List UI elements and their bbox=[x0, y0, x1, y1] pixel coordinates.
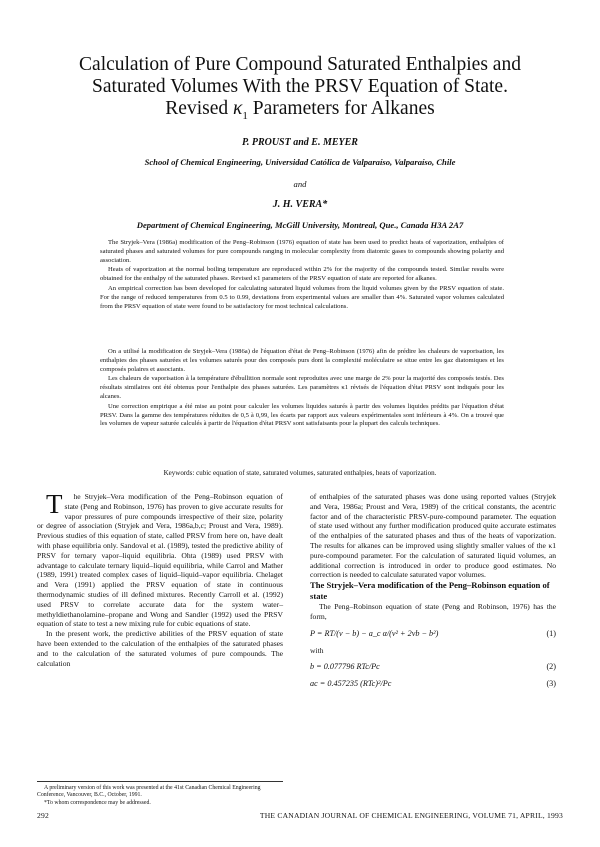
abstract-en-p1: The Stryjek–Vera (1986a) modification of the Peng–Robinson (1976) equation of state has been used to predict heats of vaporization, enthalpies of saturated phases and saturated volumes for pure compounds ranging in molecular complexity from diatomic gases to compounds showing polarity and association. bbox=[100, 239, 504, 264]
footnote-2: *To whom correspondence may be addressed. bbox=[44, 799, 151, 806]
authors-1: P. PROUST and E. MEYER bbox=[242, 137, 358, 148]
keywords: Keywords: cubic equation of state, saturated volumes, saturated enthalpies, heats of vaporization. bbox=[163, 469, 437, 477]
equation-2-number: (2) bbox=[546, 662, 556, 672]
affiliation-1: School of Chemical Engineering, Universidad Católica de Valparaíso, Valparaíso, Chile bbox=[144, 157, 456, 167]
left-column bbox=[37, 489, 283, 668]
affiliation-2: Department of Chemical Engineering, McGill University, Montreal, Que., Canada H3A 2A7 bbox=[136, 220, 464, 230]
right-paragraph-1: of enthalpies of the saturated phases was done using reported values (Stryjek and Vera, 1986a; Proust and Vera, 1989) of the critical constants, the acentric factor and of the characteristic PRSV-pure-compound parameter. The equation of state used without any further modification produced quite accurate estimates of the enthalpies of the saturated phases and thus of the heats of vaporization. The results for alkanes can be improved using slightly smaller values of the κ1 pure-compound parameter. For the calculation of saturated liquid volumes, an additional correction is introduced in order to produce good estimates. No correction is needed to calculate saturated vapor volumes. bbox=[310, 492, 556, 580]
equation-1-number: (1) bbox=[546, 628, 556, 638]
section-paragraph-1: The Peng–Robinson equation of state (Peng and Robinson, 1976) has the form, bbox=[310, 602, 556, 621]
title-line-3b: Parameters for Alkanes bbox=[252, 98, 435, 119]
equation-3-body: ac = 0.457235 (RTc)²/Pc bbox=[310, 679, 392, 689]
footnote-1: A preliminary version of this work was presented at the 41st Canadian Chemical Engineering Conference, Vancouver, B.C., October, 1991. bbox=[37, 785, 261, 799]
abstract-fr-p3: Une correction empirique a été mise au point pour calculer les volumes liquides saturés à partir des volumes liquides prédits par l'équation d'état PRSV. Dans la gamme des températures réduites de 0,5 à 0,99, les écarts par rapport aux valeurs expérimentales sont inférieurs à 4%. On a trouvé que les volumes de vapeur saturée calculés à partir de l'équation d'état PRSV sont satisfaisants pour la plupart des calculs techniques. bbox=[100, 402, 504, 428]
title-kappa: κ bbox=[233, 98, 243, 119]
abstract-french bbox=[100, 348, 504, 430]
equation-2-body: b = 0.077796 RTc/Pc bbox=[310, 662, 380, 672]
and-separator: and bbox=[293, 179, 307, 189]
abstract-fr-p1: On a utilisé la modification de Stryjek–Vera (1986a) de l'équation d'état de Peng–Robinson (1976) afin de prédire les chaleurs de vaporisation, les enthalpies des phases saturées et les volumes saturés pour des composés purs dont la complexité moléculaire se situe entre les gaz diatomiques et les composés polaires et associants. bbox=[100, 348, 504, 373]
paper-title bbox=[40, 54, 560, 127]
authors-2: J. H. VERA* bbox=[272, 199, 328, 210]
title-line-3a: Revised bbox=[165, 98, 229, 119]
intro-paragraph-1 bbox=[37, 489, 283, 629]
title-line-1: Calculation of Pure Compound Saturated Enthalpies and bbox=[79, 54, 521, 75]
abstract-english bbox=[100, 239, 504, 312]
right-column bbox=[310, 492, 556, 696]
footnotes bbox=[37, 781, 283, 807]
with-label: with bbox=[310, 645, 324, 655]
equation-3 bbox=[310, 679, 556, 689]
equation-1 bbox=[310, 629, 556, 639]
section-heading: The Stryjek–Vera modification of the Peng–Robinson equation of state bbox=[310, 580, 550, 602]
equation-2 bbox=[310, 662, 556, 672]
equation-1-body: P = RT/(v − b) − a_c α/(v² + 2vb − b²) bbox=[310, 628, 439, 638]
title-kappa-sub: 1 bbox=[242, 109, 248, 122]
intro-paragraph-2: In the present work, the predictive abilities of the PRSV equation of state have been extended to the calculation of the enthalpies of the saturated phases and to the calculation of the saturated volumes of pure compounds. The calculation bbox=[37, 629, 283, 668]
title-line-2: Saturated Volumes With the PRSV Equation of State. bbox=[92, 76, 508, 97]
equation-3-number: (3) bbox=[546, 679, 556, 689]
journal-footer: THE CANADIAN JOURNAL OF CHEMICAL ENGINEERING, VOLUME 71, APRIL, 1993 bbox=[259, 811, 563, 820]
intro-p1-text: he Stryjek–Vera modification of the Peng–Robinson equation of state (Peng and Robinson, 1976) has proven to give accurate results for vapor pressures of pure compounds irrespective of their size, polarity or degree of association (Stryjek and Vera, 1986a,b,c; Proust and Vera, 1989). Previous studies of this equation of state, called PRSV from here on, have dealt with phase equilibria only. Sandoval et al. (1989), tested the predictive ability of PRSV for ternary vapor–liquid equilibria. Ohta (1989) used PRSV with advantage to calculate ternary liquid–liquid equilibria, while Carrol and Mather (1989, 1991) treated complex cases of liquid–liquid–vapor equilibria. Chelaget and Vera (1991) applied the PRSV equation of state in continuous thermodynamic studies of ill defined mixtures. Recently Carroll et al. (1992) used PRSV to correlate accurate data for the system water–methyldiethanolamine–propane and Wong and Sandler (1992) used the PRSV equation of state to test a new mixing rule for cubic equations of state. bbox=[37, 492, 283, 629]
page-number: 292 bbox=[37, 811, 49, 820]
abstract-fr-p2: Les chaleurs de vaporisation à la température d'ébullition normale sont reproduites avec une marge de 2% pour la majorité des composés testés. Des résultats similaires ont été obtenus pour l'enthalpie des phases saturées. Les paramètres κ1 révisés de l'équation d'état PRSV sont indiqués pour les alcanes. bbox=[100, 375, 504, 400]
drop-cap: T bbox=[46, 489, 63, 519]
abstract-en-p2: Heats of vaporization at the normal boiling temperature are reproduced within 2% for the majority of the compounds tested. Similar results were obtained for the enthalpy of the saturated phases. Revised κ1 parameters of the PRSV equation of state are reported for alkanes. bbox=[100, 266, 504, 283]
abstract-en-p3: An empirical correction has been developed for calculating saturated liquid volumes from the liquid volumes given by the PRSV equation of state. For the range of reduced temperatures from 0.5 to 0.99, deviations from experimental values are smaller than 4%. Saturated vapor volumes calculated from the PRSV equation of state were found to be satisfactory for most technical calculations. bbox=[100, 284, 504, 310]
